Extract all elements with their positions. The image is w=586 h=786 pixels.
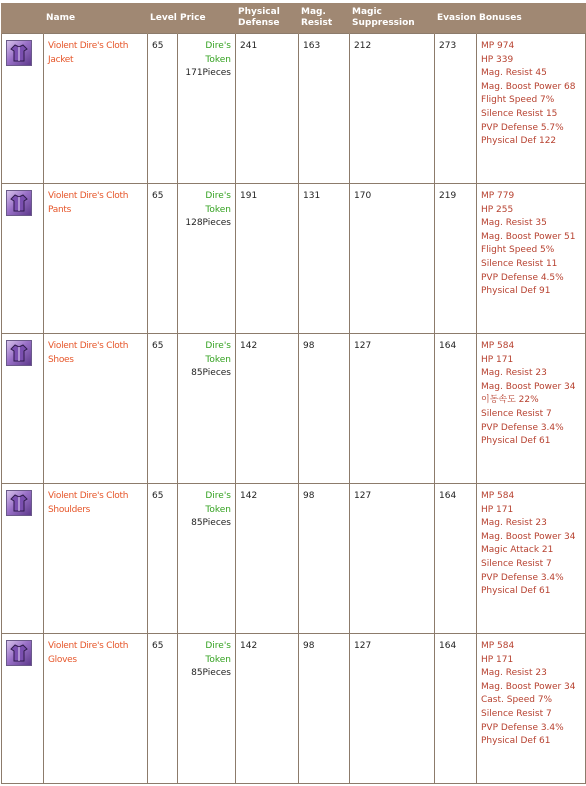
bonus-line: PVP Defense 3.4% bbox=[481, 422, 564, 433]
bonus-line: Mag. Boost Power 34 bbox=[481, 381, 576, 392]
header-bonuses[interactable]: Bonuses bbox=[477, 3, 586, 34]
item-price-cell bbox=[178, 184, 236, 334]
bonus-line: Magic Attack 21 bbox=[481, 545, 554, 556]
item-level: 65 bbox=[148, 484, 178, 634]
item-mag-resist: 163 bbox=[299, 34, 350, 184]
bonus-line: Flight Speed 5% bbox=[481, 245, 555, 256]
bonus-line: PVP Defense 3.4% bbox=[481, 722, 564, 733]
item-bonuses-cell bbox=[477, 184, 586, 334]
item-icon-cell bbox=[2, 634, 44, 784]
bonus-list bbox=[481, 490, 581, 599]
header-evasion[interactable]: Evasion bbox=[435, 3, 477, 34]
header-mag-resist[interactable]: Mag. Resist bbox=[299, 3, 350, 34]
bonus-line: HP 171 bbox=[481, 654, 514, 665]
bonus-line: Silence Resist 15 bbox=[481, 108, 558, 119]
item-name-link[interactable]: Violent Dire's Cloth Pants bbox=[48, 191, 129, 215]
item-icon[interactable] bbox=[6, 490, 32, 516]
item-icon[interactable] bbox=[6, 40, 32, 66]
bonus-line: Physical Def 61 bbox=[481, 436, 551, 447]
item-bonuses-cell bbox=[477, 334, 586, 484]
item-price-cell bbox=[178, 484, 236, 634]
header-icon-spacer bbox=[2, 3, 44, 34]
item-table bbox=[1, 3, 586, 784]
item-magic-suppression: 212 bbox=[350, 34, 435, 184]
bonus-line: MP 584 bbox=[481, 641, 515, 651]
item-level: 65 bbox=[148, 334, 178, 484]
table-row bbox=[2, 484, 586, 634]
item-physical-defense: 142 bbox=[236, 484, 299, 634]
item-name-link[interactable]: Violent Dire's Cloth Shoulders bbox=[48, 491, 129, 515]
bonus-line: HP 171 bbox=[481, 504, 514, 515]
item-name-link[interactable]: Violent Dire's Cloth Shoes bbox=[48, 341, 129, 365]
item-mag-resist: 98 bbox=[299, 334, 350, 484]
price-count: 85Pieces bbox=[191, 668, 231, 679]
item-icon-cell bbox=[2, 34, 44, 184]
item-level: 65 bbox=[148, 634, 178, 784]
item-physical-defense: 241 bbox=[236, 34, 299, 184]
item-price-cell bbox=[178, 334, 236, 484]
item-icon[interactable] bbox=[6, 190, 32, 216]
price-count: 128Pieces bbox=[185, 218, 231, 229]
item-level: 65 bbox=[148, 184, 178, 334]
item-name-cell bbox=[44, 634, 148, 784]
bonus-list bbox=[481, 340, 581, 449]
bonus-line: Cast. Speed 7% bbox=[481, 695, 553, 706]
bonus-line: PVP Defense 3.4% bbox=[481, 572, 564, 583]
bonus-line: Mag. Boost Power 51 bbox=[481, 231, 576, 242]
item-name-cell bbox=[44, 334, 148, 484]
bonus-line: Silence Resist 7 bbox=[481, 558, 552, 569]
bonus-line: HP 339 bbox=[481, 54, 514, 65]
item-evasion: 164 bbox=[435, 334, 477, 484]
bonus-line: Mag. Resist 23 bbox=[481, 368, 547, 379]
bonus-line: Silence Resist 7 bbox=[481, 708, 552, 719]
bonus-line: Flight Speed 7% bbox=[481, 95, 555, 106]
header-name[interactable]: Name bbox=[44, 3, 148, 34]
item-icon[interactable] bbox=[6, 340, 32, 366]
item-bonuses-cell bbox=[477, 34, 586, 184]
table-row bbox=[2, 184, 586, 334]
item-icon-cell bbox=[2, 184, 44, 334]
item-evasion: 164 bbox=[435, 484, 477, 634]
item-bonuses-cell bbox=[477, 634, 586, 784]
header-level[interactable]: Level bbox=[148, 3, 178, 34]
price-count: 85Pieces bbox=[191, 368, 231, 379]
header-row bbox=[2, 3, 586, 34]
item-magic-suppression: 127 bbox=[350, 484, 435, 634]
bonus-line: Mag. Resist 45 bbox=[481, 68, 547, 79]
price-token[interactable]: Dire's Token bbox=[205, 341, 231, 365]
bonus-line: Silence Resist 11 bbox=[481, 258, 558, 269]
bonus-line: Mag. Boost Power 34 bbox=[481, 681, 576, 692]
bonus-line: 이동속도 22% bbox=[481, 395, 539, 406]
cloth-pants-icon bbox=[9, 193, 29, 213]
bonus-line: Silence Resist 7 bbox=[481, 408, 552, 419]
bonus-line: Physical Def 91 bbox=[481, 286, 551, 297]
table-row bbox=[2, 34, 586, 184]
bonus-line: HP 171 bbox=[481, 354, 514, 365]
bonus-line: Physical Def 122 bbox=[481, 136, 557, 147]
header-magic-suppression[interactable]: Magic Suppression bbox=[350, 3, 435, 34]
item-evasion: 273 bbox=[435, 34, 477, 184]
bonus-line: Mag. Boost Power 34 bbox=[481, 531, 576, 542]
item-icon-cell bbox=[2, 484, 44, 634]
bonus-list bbox=[481, 40, 581, 149]
price-count: 171Pieces bbox=[185, 68, 231, 79]
item-price-cell bbox=[178, 634, 236, 784]
bonus-line: MP 584 bbox=[481, 491, 515, 501]
item-physical-defense: 142 bbox=[236, 634, 299, 784]
table-row bbox=[2, 334, 586, 484]
item-magic-suppression: 127 bbox=[350, 634, 435, 784]
price-token[interactable]: Dire's Token bbox=[205, 491, 231, 515]
bonus-line: HP 255 bbox=[481, 204, 514, 215]
item-physical-defense: 142 bbox=[236, 334, 299, 484]
cloth-gloves-icon bbox=[9, 643, 29, 663]
item-mag-resist: 98 bbox=[299, 634, 350, 784]
bonus-line: Mag. Resist 35 bbox=[481, 218, 547, 229]
price-token[interactable]: Dire's Token bbox=[205, 641, 231, 665]
item-magic-suppression: 127 bbox=[350, 334, 435, 484]
bonus-line: PVP Defense 5.7% bbox=[481, 122, 564, 133]
item-name-link[interactable]: Violent Dire's Cloth Jacket bbox=[48, 41, 129, 65]
bonus-line: Mag. Resist 23 bbox=[481, 668, 547, 679]
item-physical-defense: 191 bbox=[236, 184, 299, 334]
bonus-line: MP 779 bbox=[481, 191, 515, 201]
bonus-line: Mag. Resist 23 bbox=[481, 518, 547, 529]
item-evasion: 164 bbox=[435, 634, 477, 784]
bonus-line: Mag. Boost Power 68 bbox=[481, 81, 576, 92]
item-mag-resist: 98 bbox=[299, 484, 350, 634]
cloth-shoulders-icon bbox=[9, 493, 29, 513]
header-physical-defense[interactable]: Physical Defense bbox=[236, 3, 299, 34]
cloth-shoes-icon bbox=[9, 343, 29, 363]
bonus-line: MP 974 bbox=[481, 41, 515, 51]
item-mag-resist: 131 bbox=[299, 184, 350, 334]
price-token[interactable]: Dire's Token bbox=[205, 41, 231, 65]
item-price-cell bbox=[178, 34, 236, 184]
item-bonuses-cell bbox=[477, 484, 586, 634]
item-level: 65 bbox=[148, 34, 178, 184]
item-name-link[interactable]: Violent Dire's Cloth Gloves bbox=[48, 641, 129, 665]
bonus-line: PVP Defense 4.5% bbox=[481, 272, 564, 283]
item-icon[interactable] bbox=[6, 640, 32, 666]
bonus-line: Physical Def 61 bbox=[481, 736, 551, 747]
bonus-line: Physical Def 61 bbox=[481, 586, 551, 597]
bonus-list bbox=[481, 190, 581, 299]
item-name-cell bbox=[44, 34, 148, 184]
price-token[interactable]: Dire's Token bbox=[205, 191, 231, 215]
price-count: 85Pieces bbox=[191, 518, 231, 529]
item-evasion: 219 bbox=[435, 184, 477, 334]
bonus-line: MP 584 bbox=[481, 341, 515, 351]
bonus-list bbox=[481, 640, 581, 749]
header-price[interactable]: Price bbox=[178, 3, 236, 34]
item-name-cell bbox=[44, 484, 148, 634]
item-name-cell bbox=[44, 184, 148, 334]
item-icon-cell bbox=[2, 334, 44, 484]
table-row bbox=[2, 634, 586, 784]
item-magic-suppression: 170 bbox=[350, 184, 435, 334]
cloth-jacket-icon bbox=[9, 43, 29, 63]
